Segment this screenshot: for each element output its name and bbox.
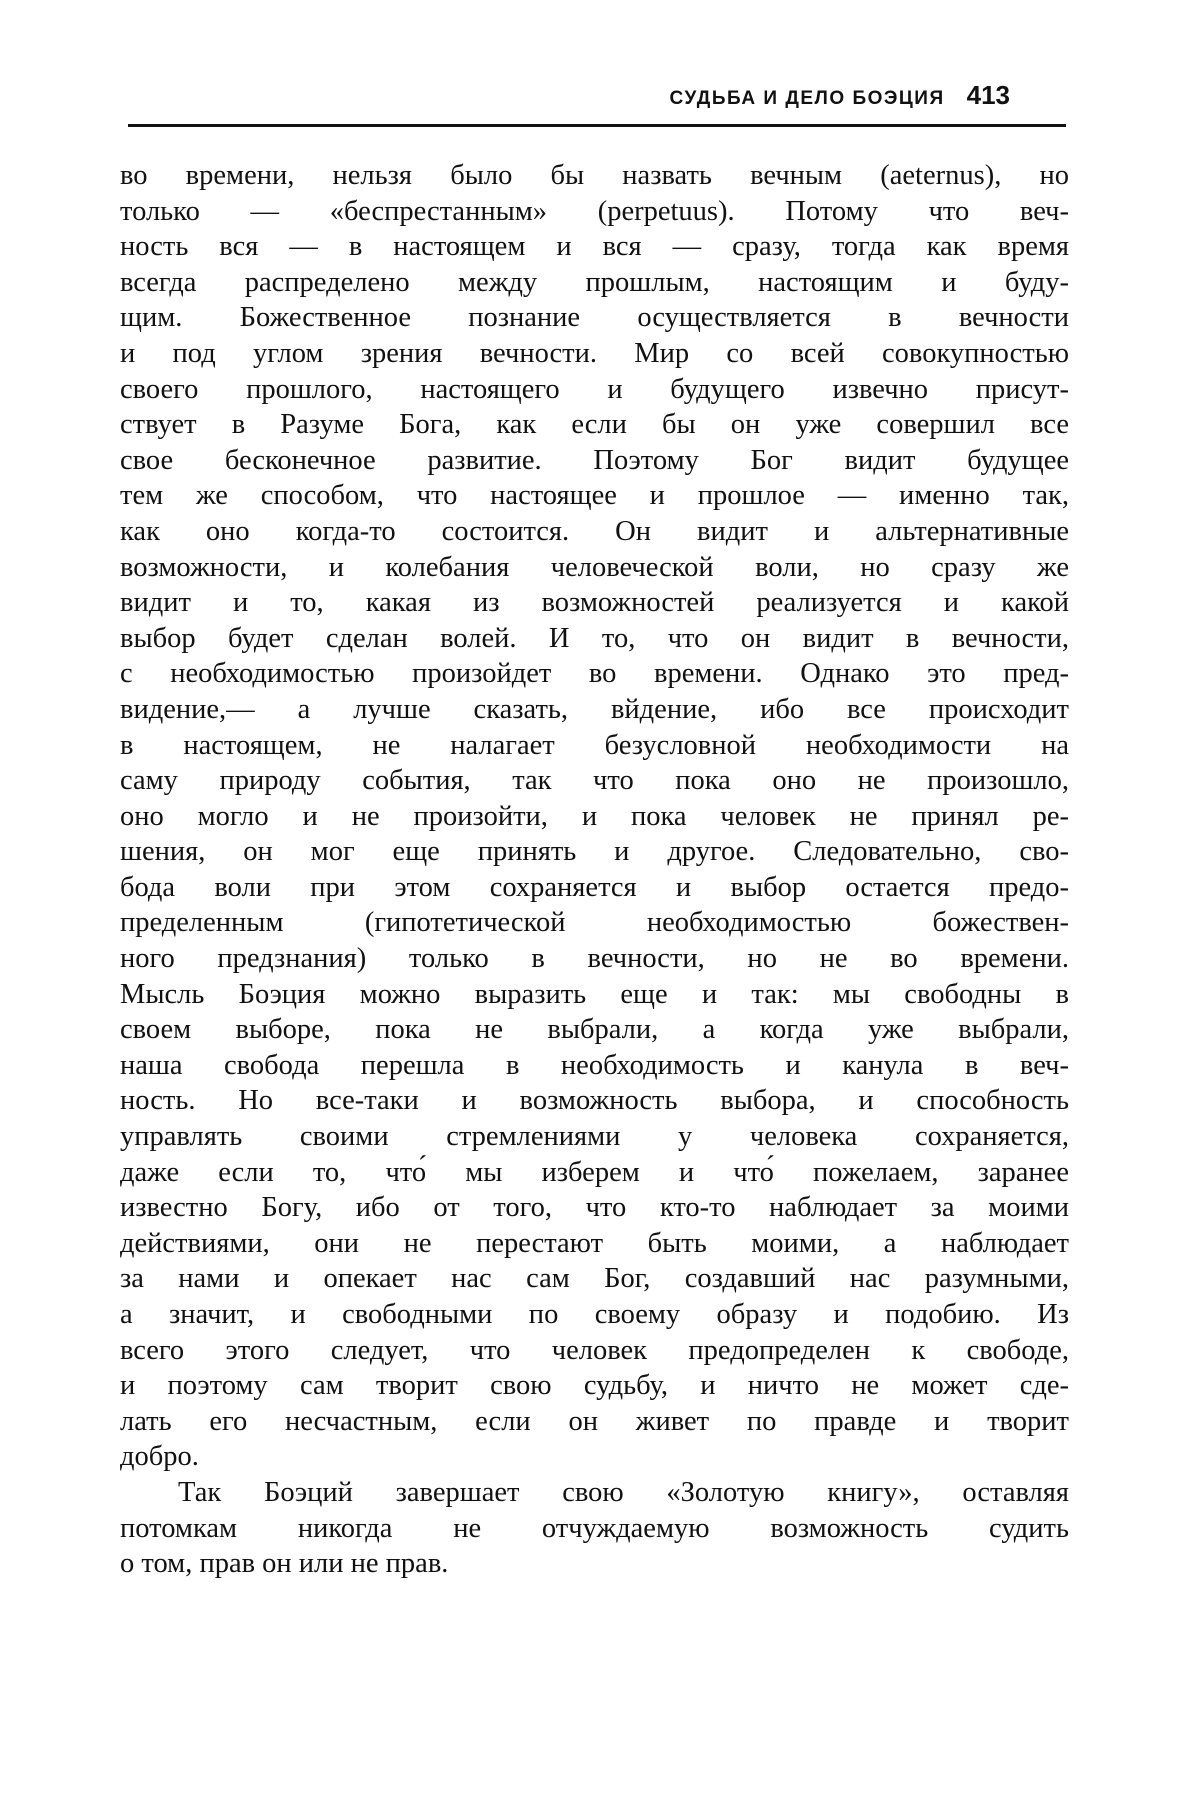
text-line: ность. Но все-таки и возможность выбора, и способность <box>120 1085 1069 1117</box>
text-line: ность вся — в настоящем и вся — сразу, тогда как время <box>120 231 1069 263</box>
paragraph-1 <box>120 158 1069 1475</box>
header-rule <box>128 124 1066 127</box>
text-line: видит и то, какая из возможностей реализуется и какой <box>120 587 1069 619</box>
text-line: видение,— а лучше сказать, вйдение, ибо все происходит <box>120 693 1069 725</box>
text-line: шения, он мог еще принять и другое. Следовательно, сво- <box>120 836 1069 868</box>
page-number: 413 <box>966 80 1010 110</box>
text-line: управлять своими стремлениями у человека сохраняется, <box>120 1121 1069 1153</box>
text-line: выбор будет сделан волей. И то, что он видит в вечности, <box>120 622 1069 654</box>
text-line: добро. <box>120 1441 199 1473</box>
text-line: в настоящем, не налагает безусловной необходимости на <box>120 729 1069 761</box>
text-line: всего этого следует, что человек предопределен к свободе, <box>120 1334 1069 1366</box>
text-line: наша свобода перешла в необходимость и канула в веч- <box>120 1049 1069 1081</box>
text-line: ного предзнания) только в вечности, но не во времени. <box>120 943 1069 975</box>
text-line: своем выборе, пока не выбрали, а когда уже выбрали, <box>120 1014 1069 1046</box>
text-line: Так Боэций завершает свою «Золотую книгу», оставляя <box>178 1476 1069 1508</box>
text-line: и под углом зрения вечности. Мир со всей совокупностью <box>120 337 1069 369</box>
text-line: бода воли при этом сохраняется и выбор остается предо- <box>120 871 1069 903</box>
text-line: свое бесконечное развитие. Поэтому Бог видит будущее <box>120 444 1069 476</box>
text-line: Мысль Боэция можно выразить еще и так: мы свободны в <box>120 978 1069 1010</box>
running-head <box>640 80 1010 111</box>
text-line: а значит, и свободными по своему образу и подобию. Из <box>120 1299 1069 1330</box>
text-line: даже если то, что́ мы изберем и что́ пожелаем, заранее <box>120 1156 1069 1188</box>
text-line: только — «беспрестанным» (perpetuus). Потому что веч- <box>120 195 1069 227</box>
text-line: с необходимостью произойдет во времени. Однако это пред- <box>120 658 1069 690</box>
text-line: о том, прав он или не прав. <box>120 1548 449 1580</box>
text-line: во времени, нельзя было бы назвать вечным (aeternus), но <box>120 160 1069 191</box>
running-title: СУДЬБА И ДЕЛО БОЭЦИЯ <box>669 88 945 109</box>
text-line: как оно когда-то состоится. Он видит и альтернативные <box>120 515 1069 547</box>
text-line: лать его несчастным, если он живет по правде и творит <box>120 1405 1069 1437</box>
text-line: известно Богу, ибо от того, что кто-то наблюдает за моими <box>120 1192 1069 1224</box>
text-line: щим. Божественное познание осуществляется в вечности <box>120 302 1069 334</box>
text-line: и поэтому сам творит свою судьбу, и ничто не может сде- <box>120 1370 1069 1402</box>
text-line: оно могло и не произойти, и пока человек не принял ре- <box>120 800 1069 832</box>
text-line: за нами и опекает нас сам Бог, создавший нас разумными, <box>120 1263 1069 1295</box>
text-line: саму природу события, так что пока оно не произошло, <box>120 765 1069 797</box>
body-text <box>120 158 1069 1582</box>
text-line: потомкам никогда не отчуждаемую возможность судить <box>120 1512 1069 1544</box>
text-line: ствует в Разуме Бога, как если бы он уже совершил все <box>120 409 1069 441</box>
text-line: тем же способом, что настоящее и прошлое — именно так, <box>120 480 1069 512</box>
text-line: действиями, они не перестают быть моими, а наблюдает <box>120 1227 1069 1259</box>
text-line: пределенным (гипотетической необходимостью божествен- <box>120 907 1069 939</box>
text-line: возможности, и колебания человеческой воли, но сразу же <box>120 551 1069 583</box>
paragraph-2 <box>120 1475 1069 1582</box>
text-line: своего прошлого, настоящего и будущего извечно присут- <box>120 373 1069 405</box>
text-line: всегда распределено между прошлым, настоящим и буду- <box>120 266 1069 298</box>
